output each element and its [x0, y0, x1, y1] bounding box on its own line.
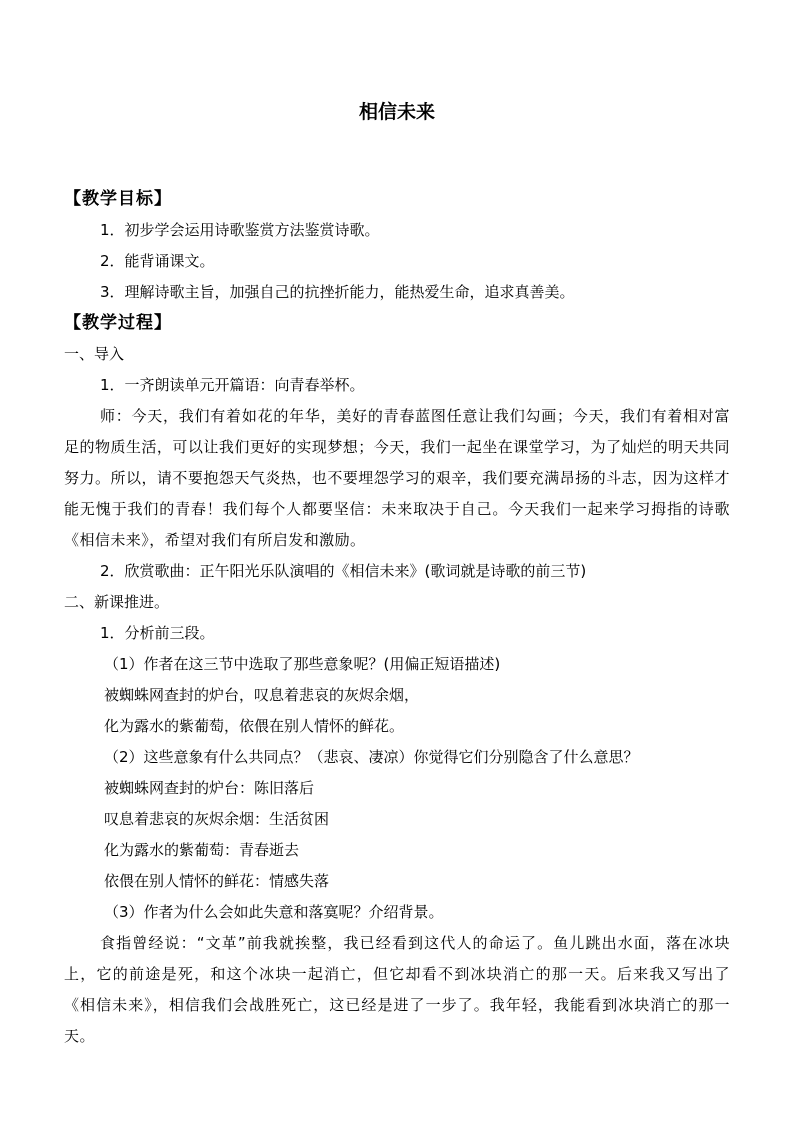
goal-item: 3．理解诗歌主旨，加强自己的抗挫折能力，能热爱生命，追求真善美。	[100, 283, 575, 301]
goal-item: 1．初步学会运用诗歌鉴赏方法鉴赏诗歌。	[100, 221, 380, 239]
question-2-answer-line: 被蜘蛛网查封的炉台：陈旧落后	[104, 779, 315, 797]
part1-item1: 1．一齐朗读单元开篇语：向青春举杯。	[100, 376, 365, 394]
part1-item2: 2．欣赏歌曲：正午阳光乐队演唱的《相信未来》(歌词就是诗歌的前三节)	[100, 562, 587, 580]
question-3: （3）作者为什么会如此失意和落寞呢？介绍背景。	[104, 903, 444, 921]
part2-heading: 二、新课推进。	[64, 593, 170, 611]
teaching-process-heading: 【教学过程】	[64, 313, 172, 333]
teaching-goals-heading: 【教学目标】	[64, 189, 172, 209]
part2-item1: 1．分析前三段。	[100, 624, 215, 642]
question-3-paragraph: 食指曾经说：“文革”前我就挨整，我已经看到这代人的命运了。鱼儿跳出水面，落在冰块上，它的前途是死，和这个冰块一起消亡，但它却看不到冰块消亡的那一天。后来我又写出了《相信未来》，相信我们会战胜死亡，这已经是进了一步了。我年轻，我能看到冰块消亡的那一天。	[64, 934, 730, 1045]
part1-heading: 一、导入	[64, 345, 125, 363]
question-1-answer-line: 化为露水的紫葡萄，依偎在别人情怀的鲜花。	[104, 717, 405, 735]
question-2-answer-line: 依偎在别人情怀的鲜花：情感失落	[104, 872, 330, 890]
page-title: 相信未来	[358, 101, 435, 123]
question-1: （1）作者在这三节中选取了那些意象呢？(用偏正短语描述)	[104, 655, 501, 673]
question-1-answer-line: 被蜘蛛网查封的炉台，叹息着悲哀的灰烬余烟，	[104, 686, 420, 704]
question-2-answer-line: 化为露水的紫葡萄：青春逝去	[104, 841, 300, 859]
goal-item: 2．能背诵课文。	[100, 252, 215, 270]
part1-paragraph: 师：今天，我们有着如花的年华，美好的青春蓝图任意让我们勾画；今天，我们有着相对富足的物质生活，可以让我们更好的实现梦想；今天，我们一起坐在课堂学习，为了灿烂的明天共同努力。所以，请不要抱怨天气炎热，也不要埋怨学习的艰辛，我们要充满昂扬的斗志，因为这样才能无愧于我们的青春！我们每个人都要坚信：未来取决于自己。今天我们一起来学习拇指的诗歌《相信未来》，希望对我们有所启发和激励。	[64, 407, 730, 549]
question-2-answer-line: 叹息着悲哀的灰烬余烟：生活贫困	[104, 810, 330, 828]
document-body	[64, 184, 730, 1052]
question-2: （2）这些意象有什么共同点？（悲哀、凄凉）你觉得它们分别隐含了什么意思？	[104, 748, 639, 766]
